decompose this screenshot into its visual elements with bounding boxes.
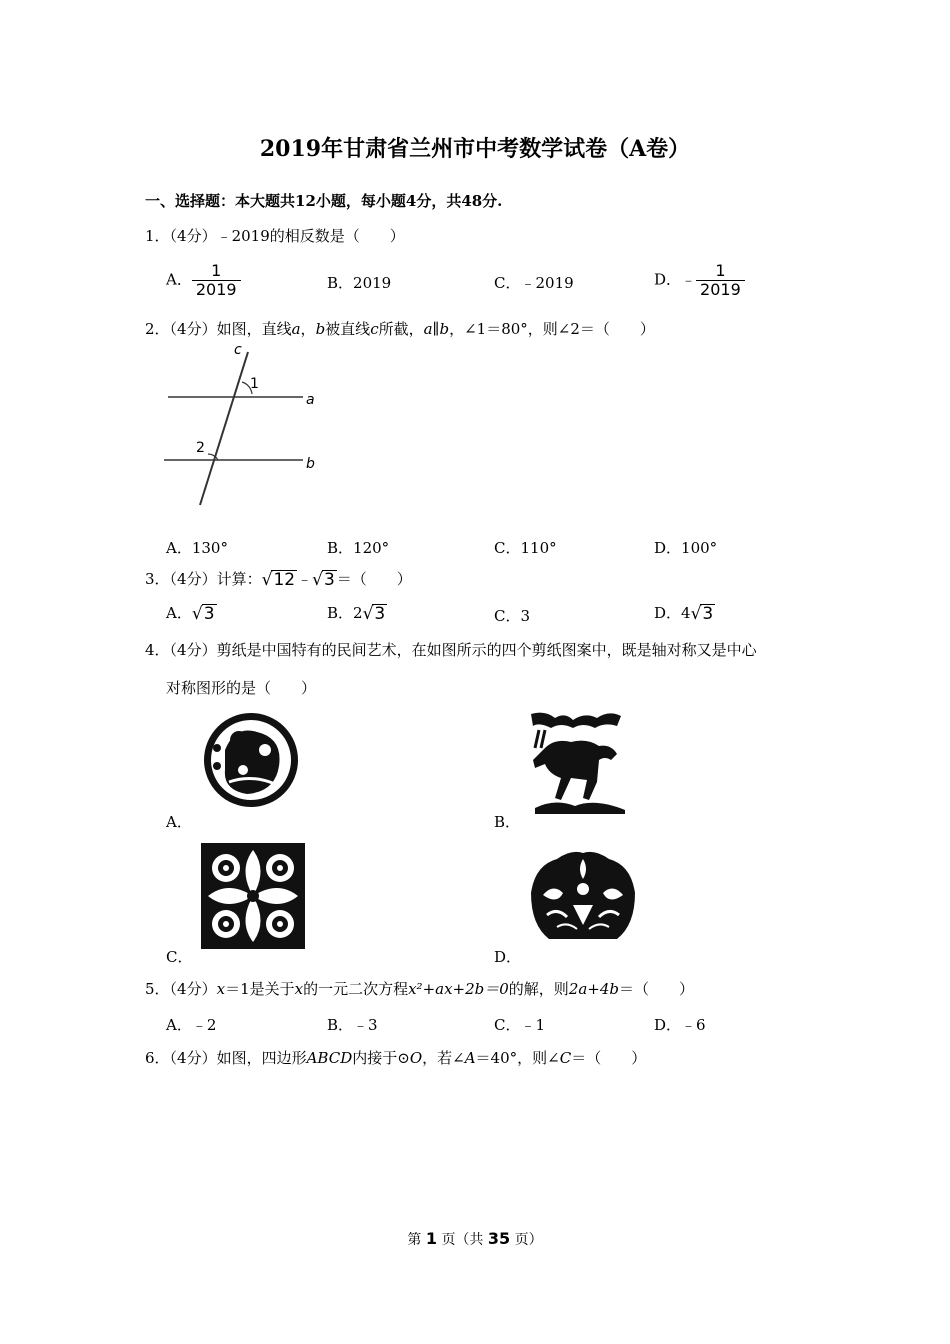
q1-a-fraction: $\frac{1}{2019}$ <box>192 262 241 299</box>
papercut-square-floral-image <box>198 840 308 952</box>
q2-parallel-lines-figure <box>160 342 330 512</box>
q5-stem: 5．（4分）x＝1是关于x的一元二次方程x²+ax+2b＝0的解，则2a+4b＝（ ） <box>145 980 695 998</box>
q4-stem-line2: 对称图形的是（ ） <box>166 679 317 697</box>
q2-option-a[interactable]: A．130° <box>166 539 228 557</box>
q3-stem: 3．（4分）计算：√12 ﹣√3 ＝（ ） <box>145 570 412 590</box>
q1-option-d[interactable]: D．﹣ $\frac{1}{2019}$ <box>654 262 745 299</box>
line-c <box>200 352 248 505</box>
q1-stem: 1．（4分）﹣2019的相反数是（ ） <box>145 227 405 245</box>
papercut-rooster-image <box>527 845 639 945</box>
q4-option-a[interactable]: A． <box>166 813 192 831</box>
q1-option-a[interactable]: A． $\frac{1}{2019}$ <box>166 262 241 299</box>
q5-option-c[interactable]: C．﹣1 <box>494 1016 546 1034</box>
q2-option-b[interactable]: B．120° <box>327 539 390 557</box>
q3-option-d[interactable]: D．4√3 <box>654 604 714 624</box>
q5-option-b[interactable]: B．﹣3 <box>327 1016 378 1034</box>
label-c: c <box>234 342 242 358</box>
q3-option-c[interactable]: C．3 <box>494 607 531 625</box>
q4-stem-line1: 4．（4分）剪纸是中国特有的民间艺术，在如图所示的四个剪纸图案中，既是轴对称又是中心 <box>145 641 757 659</box>
label-a: a <box>306 392 315 408</box>
q3-option-a[interactable]: A．√3 <box>166 604 215 624</box>
label-b: b <box>306 456 315 472</box>
q4-option-b[interactable]: B． <box>494 813 521 831</box>
page-footer: 第 1 页（共 35 页） <box>407 1229 543 1248</box>
q5-option-a[interactable]: A．﹣2 <box>166 1016 217 1034</box>
section-heading: 一、选择题：本大题共12小题，每小题4分，共48分. <box>145 192 503 210</box>
q2-stem: 2．（4分）如图，直线a，b被直线c所截，a∥b，∠1＝80°，则∠2＝（ ） <box>145 320 655 338</box>
q1-option-b[interactable]: B．2019 <box>327 274 392 292</box>
papercut-round-image <box>195 710 307 810</box>
q3-option-b[interactable]: B．2√3 <box>327 604 386 624</box>
q2-option-c[interactable]: C．110° <box>494 539 557 557</box>
q6-stem: 6．（4分）如图，四边形ABCD内接于⊙O，若∠A＝40°，则∠C＝（ ） <box>145 1049 647 1067</box>
page-title: 2019年甘肃省兰州市中考数学试卷（A卷） <box>259 136 691 162</box>
q1-option-c[interactable]: C．﹣2019 <box>494 274 574 292</box>
q1-d-fraction: $\frac{1}{2019}$ <box>696 262 745 299</box>
papercut-horse-image <box>525 708 633 816</box>
q5-option-d[interactable]: D．﹣6 <box>654 1016 706 1034</box>
total-pages: 35 <box>487 1229 511 1248</box>
page-number: 1 <box>425 1229 437 1248</box>
q2-option-d[interactable]: D．100° <box>654 539 718 557</box>
q4-option-c[interactable]: C． <box>166 948 193 966</box>
label-angle1: 1 <box>250 376 259 392</box>
q4-option-d[interactable]: D． <box>494 948 522 966</box>
label-angle2: 2 <box>196 440 205 456</box>
